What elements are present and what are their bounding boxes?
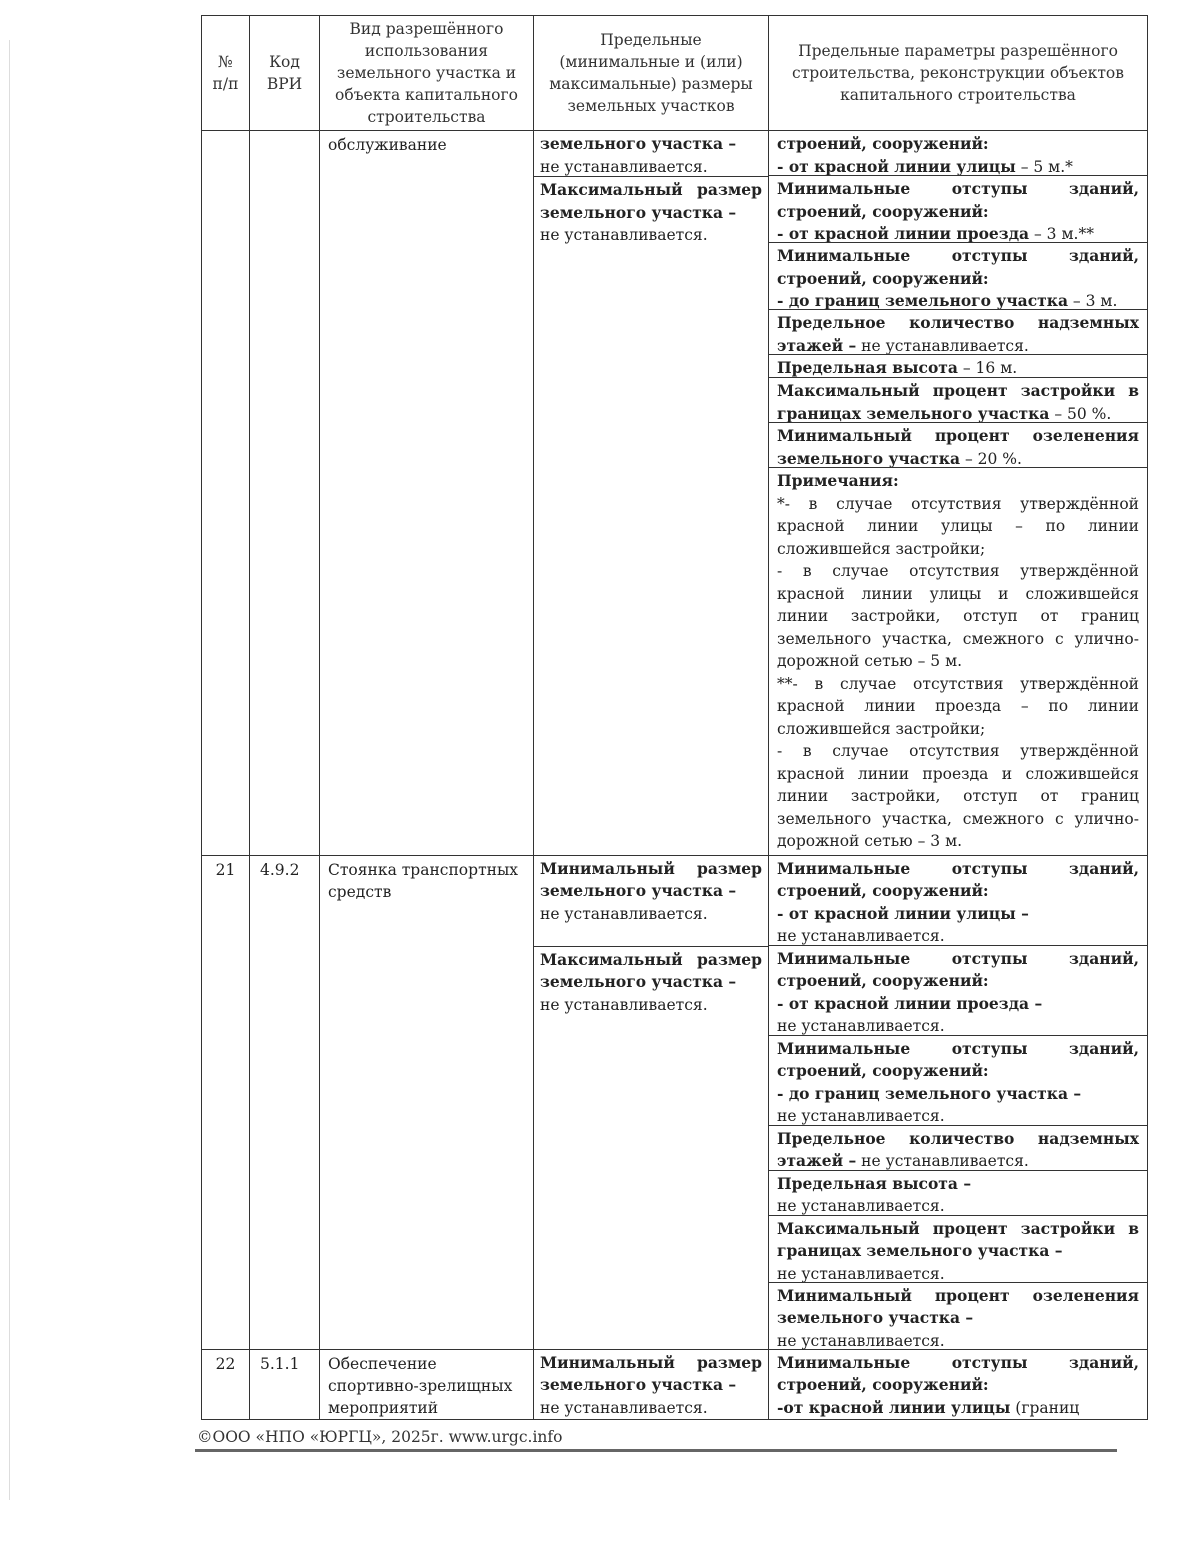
table-header-row xyxy=(202,16,1148,131)
size-min-block: земельного участка – не устанавливается. xyxy=(540,134,737,176)
size-max-block: Максимальный размер земельного участка – не устанавливается. xyxy=(534,946,768,1020)
sizes-cell xyxy=(534,1349,769,1419)
vri-cell: Стоянка транспортных средств xyxy=(320,855,534,1349)
param-setback-street: Минимальные отступы зданий, строений, сооружений: -от красной линии улицы (границ xyxy=(777,1352,1139,1417)
regulations-table xyxy=(201,15,1148,1420)
sizes-cell xyxy=(534,855,769,1349)
param-setback-passage: Минимальные отступы зданий, строений, сооружений: - от красной линии проезда – 3 м.** xyxy=(769,175,1147,242)
param-setback-passage: Минимальные отступы зданий, строений, сооружений: - от красной линии проезда – не устанавливается. xyxy=(769,945,1147,1035)
footer-divider xyxy=(195,1449,1117,1452)
size-min-block: Минимальный размер земельного участка – не устанавливается. xyxy=(540,1352,762,1417)
param-setback-street: Минимальные отступы зданий, строений, сооружений: - от красной линии улицы – не устанавливается. xyxy=(777,858,1139,945)
table-row xyxy=(202,855,1148,1349)
vri-cell: обслуживание xyxy=(320,131,534,856)
page-footer: ©ООО «НПО «ЮРГЦ», 2025г. www.urgc.info xyxy=(197,1428,563,1446)
header-params: Предельные параметры разрешённого строительства, реконструкции объектов капитального строительства xyxy=(769,16,1148,131)
param-height: Предельная высота – не устанавливается. xyxy=(769,1170,1147,1215)
vri-cell: Обеспечение спортивно-зрелищных мероприятий xyxy=(320,1349,534,1419)
scan-edge-mark xyxy=(9,40,10,1500)
header-num: № п/п xyxy=(202,16,250,131)
param-build-percent: Максимальный процент застройки в границах земельного участка – не устанавливается. xyxy=(769,1215,1147,1282)
row-number: 21 xyxy=(202,855,250,1349)
vri-code: 4.9.2 xyxy=(250,855,320,1349)
vri-code: 5.1.1 xyxy=(250,1349,320,1419)
param-height: Предельная высота – 16 м. xyxy=(769,354,1147,377)
param-green-percent: Минимальный процент озеленения земельного участка – не устанавливается. xyxy=(769,1282,1147,1349)
table-row xyxy=(202,131,1148,856)
param-floors: Предельное количество надземных этажей – не устанавливается. xyxy=(769,309,1147,354)
param-green-percent: Минимальный процент озеленения земельного участка – 20 %. xyxy=(769,422,1147,467)
param-setback-boundary: Минимальные отступы зданий, строений, сооружений: - до границ земельного участка – не устанавливается. xyxy=(769,1035,1147,1125)
param-setback-boundary: Минимальные отступы зданий, строений, сооружений: - до границ земельного участка – 3 м. xyxy=(769,242,1147,309)
header-code: Код ВРИ xyxy=(250,16,320,131)
notes-block: Примечания: *- в случае отсутствия утверждённой красной линии улицы – по линии сложившейся застройки; - в случае отсутствия утверждённой красной линии улицы и сложившейся линии застройки, отступ от границ земельного участка, смежного с улично-дорожной сетью – 5 м. **- в случае отсутствия утверждённой красной линии проезда – по линии сложившейся застройки; - в случае отсутствия утверждённой красной линии проезда и сложившейся линии застройки, отступ от границ земельного участка, смежного с улично-дорожной сетью – 3 м. xyxy=(769,467,1147,855)
params-cell xyxy=(769,131,1148,856)
size-min-block: Минимальный размер земельного участка – не устанавливается. xyxy=(540,858,762,923)
params-cell xyxy=(769,1349,1148,1419)
header-vri: Вид разрешённого использования земельного участка и объекта капитального строительства xyxy=(320,16,534,131)
param-floors: Предельное количество надземных этажей – не устанавливается. xyxy=(769,1125,1147,1170)
param-setback-street: строений, сооружений: - от красной линии улицы – 5 м.* xyxy=(777,134,1073,176)
table-row xyxy=(202,1349,1148,1419)
params-cell xyxy=(769,855,1148,1349)
size-max-block: Максимальный размер земельного участка – не устанавливается. xyxy=(534,176,768,250)
header-sizes: Предельные (минимальные и (или) максимальные) размеры земельных участков xyxy=(534,16,769,131)
param-build-percent: Максимальный процент застройки в границах земельного участка – 50 %. xyxy=(769,377,1147,422)
sizes-cell xyxy=(534,131,769,856)
row-number: 22 xyxy=(202,1349,250,1419)
